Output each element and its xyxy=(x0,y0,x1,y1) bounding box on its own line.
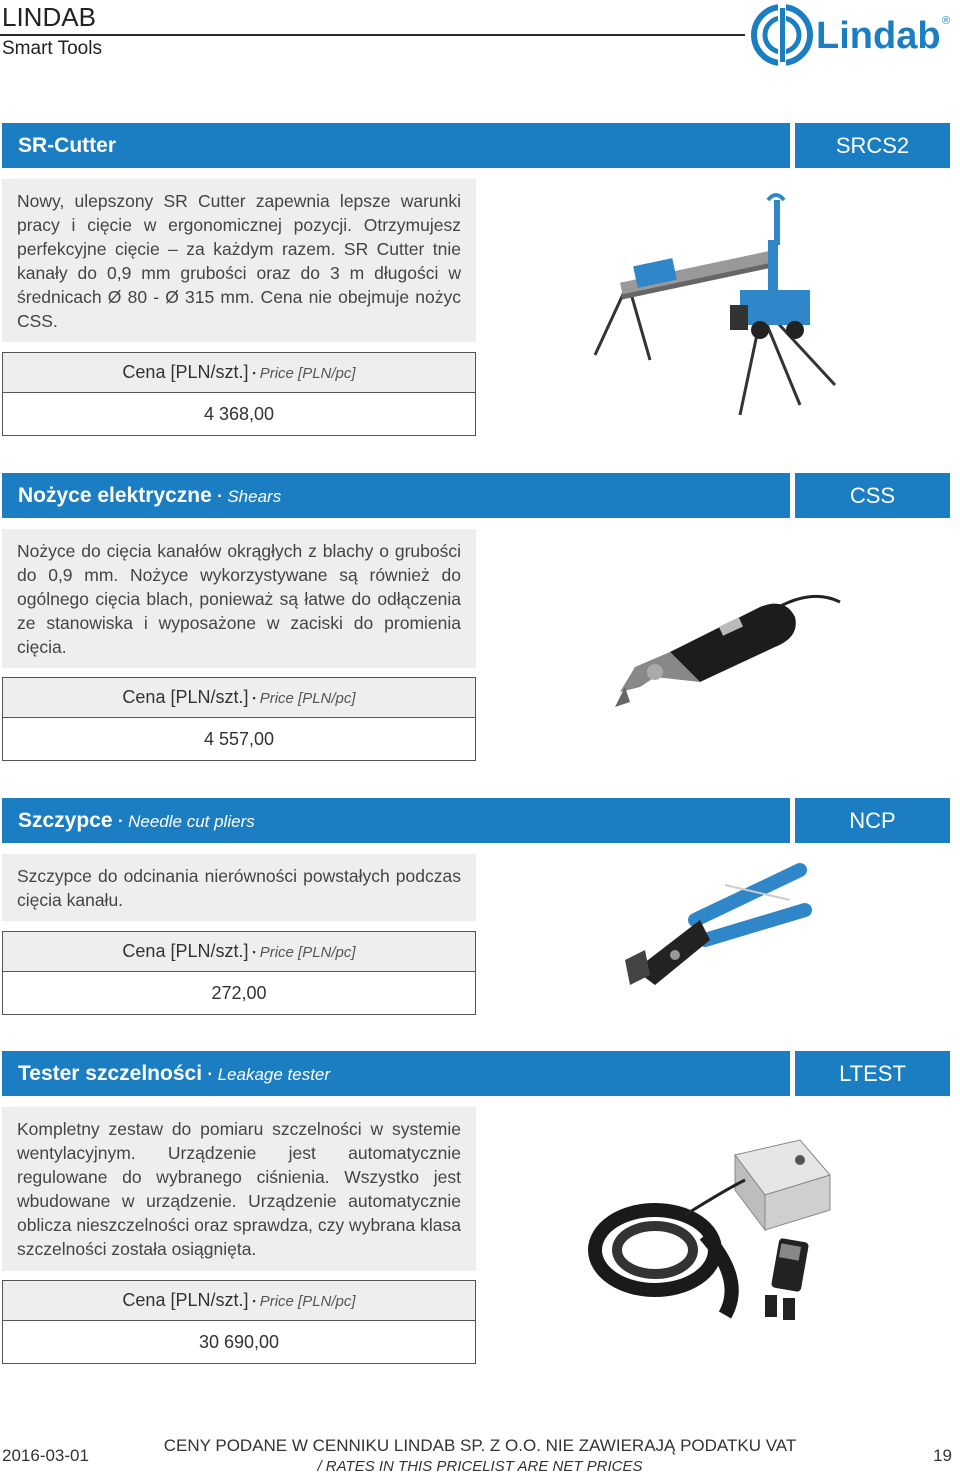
product-title-bar xyxy=(2,798,790,843)
footer-vat-note: CENY PODANE W CENNIKU LINDAB SP. Z O.O. NIE ZAWIERAJĄ PODATKU VAT xyxy=(163,1436,797,1455)
product-title: Nożyce elektryczne ▪ Shears xyxy=(18,484,282,507)
price-box xyxy=(2,677,476,761)
price-box xyxy=(2,352,476,436)
brand-title: LINDAB xyxy=(2,2,96,32)
price-box xyxy=(2,931,476,1015)
product-description-panel xyxy=(2,179,476,342)
product-code-bar xyxy=(795,1051,950,1096)
shears-image xyxy=(610,582,845,712)
brand-subtitle: Smart Tools xyxy=(2,38,102,59)
footer-date: 2016-03-01 xyxy=(2,1446,89,1465)
footer-net-prices-note: / RATES IN THIS PRICELIST ARE NET PRICES xyxy=(317,1458,643,1475)
product-description-panel xyxy=(2,529,476,668)
svg-text:®: ® xyxy=(942,15,951,27)
price-label: Cena [PLN/szt.] ▪ Price [PLN/pc] xyxy=(3,932,475,972)
price-label: Cena [PLN/szt.] ▪ Price [PLN/pc] xyxy=(3,353,475,393)
product-code-bar xyxy=(795,798,950,843)
product-description-panel xyxy=(2,854,476,921)
product-description: Szczypce do odcinania nierówności powstałych podczas cięcia kanału. xyxy=(17,866,461,910)
product-title: Szczypce ▪ Needle cut pliers xyxy=(18,809,255,832)
product-description: Kompletny zestaw do pomiaru szczelności w systemie wentylacyjnym. Urządzenie jest automatycznie regulowane do wybranego ciśnienia. Wszystko jest wbudowane w urządzenie. Urządzenie automatycznie oblicza nieszczelności oraz sprawdza, czy wybrana klasa szczelności została osiągnięta. xyxy=(17,1119,461,1259)
price-label: Cena [PLN/szt.] ▪ Price [PLN/pc] xyxy=(3,1281,475,1321)
svg-text:Lindab: Lindab xyxy=(816,15,941,57)
price-box xyxy=(2,1280,476,1364)
product-code: LTEST xyxy=(839,1061,906,1086)
pliers-image xyxy=(615,860,815,1000)
product-description-panel xyxy=(2,1107,476,1271)
product-code: SRCS2 xyxy=(835,133,910,158)
product-title-bar xyxy=(2,1051,790,1096)
lindab-logo xyxy=(750,2,955,68)
product-title-bar xyxy=(2,473,790,518)
header-divider xyxy=(0,34,745,36)
product-title: Tester szczelności ▪ Leakage tester xyxy=(18,1062,331,1085)
product-title: SR-Cutter xyxy=(18,134,116,157)
price-value: 4 557,00 xyxy=(203,729,275,749)
leakage-tester-image xyxy=(585,1130,845,1330)
product-description: Nożyce do cięcia kanałów okrągłych z blachy o grubości do 0,9 mm. Nożyce wykorzystywane są również do ogólnego cięcia blach, ponieważ są łatwe do odłączenia ze stanowiska i wyposażone w zaciski do promienia cięcia. xyxy=(17,541,461,657)
product-description: Nowy, ulepszony SR Cutter zapewnia lepsze warunki pracy i cięcie w ergonomicznej pozycji. Otrzymujesz perfekcyjne cięcie – za każdym razem. SR Cutter tnie kanały do 0,9 mm grubości oraz do 3 m długości w średnicach Ø 80 - Ø 315 mm. Cena nie obejmuje nożyc CSS. xyxy=(17,191,461,331)
product-title-bar xyxy=(2,123,790,168)
product-code: CSS xyxy=(849,483,896,508)
product-code-bar xyxy=(795,473,950,518)
price-label: Cena [PLN/szt.] ▪ Price [PLN/pc] xyxy=(3,678,475,718)
sr-cutter-image xyxy=(590,190,845,420)
price-value: 272,00 xyxy=(211,983,267,1003)
price-value: 30 690,00 xyxy=(198,1332,280,1352)
product-code: NCP xyxy=(849,808,896,833)
product-code-bar xyxy=(795,123,950,168)
page-number: 19 xyxy=(933,1446,952,1465)
price-value: 4 368,00 xyxy=(203,404,275,424)
